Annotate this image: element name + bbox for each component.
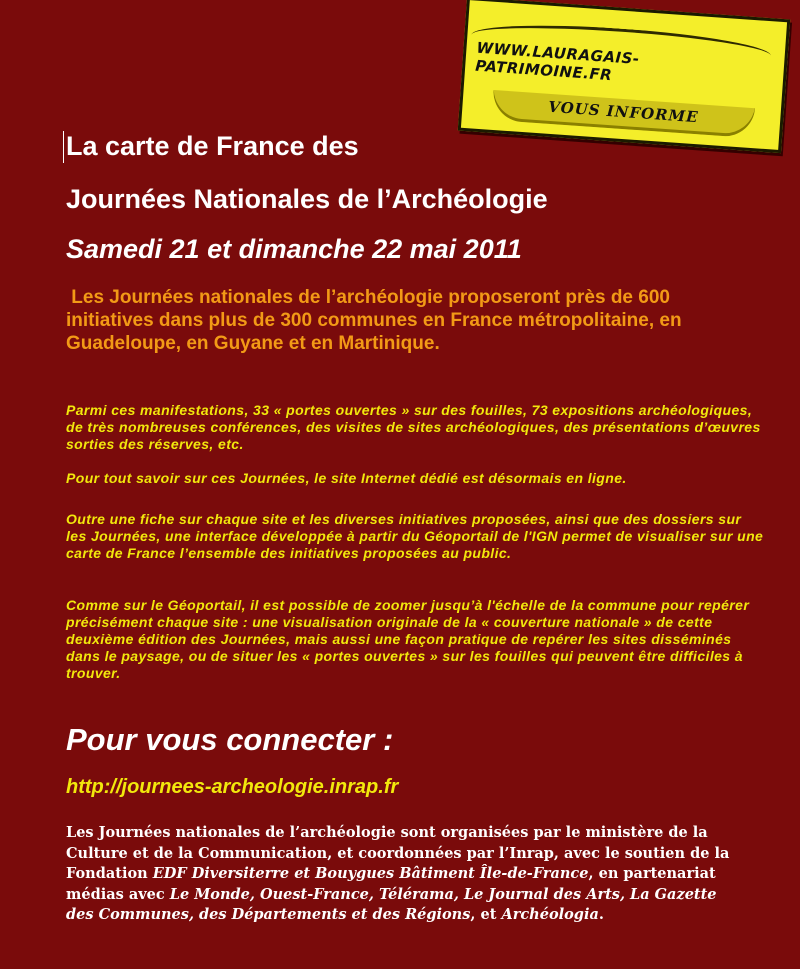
footer-text-2: , en partenariat médias avec	[66, 865, 716, 903]
footer-archeologia: Archéologia	[501, 906, 599, 923]
text-cursor	[63, 131, 64, 163]
connect-heading: Pour vous connecter :	[66, 722, 394, 757]
lead-text: Les Journées nationales de l’archéologie proposeront près de 600 initiatives dans plus de 300 communes en France métropolitaine, en Guadeloupe, en Guyane et en Martinique.	[66, 287, 682, 354]
footer-text-1: Les Journées nationales de l’archéologie sont organisées par le ministère de la Culture et de la Communication, et coordonnées par l’Inrap, avec le soutien de la Fondation	[66, 824, 730, 882]
lauragais-patrimoine-logo[interactable]	[458, 0, 791, 153]
footer-sponsor: EDF Diversiterre et Bouygues Bâtiment Île-de-France	[152, 865, 589, 882]
lead-paragraph	[66, 286, 756, 355]
logo-url: WWW.LAURAGAIS-PATRIMOINE.FR	[474, 38, 641, 85]
paragraph-site-online: Pour tout savoir sur ces Journées, le site Internet dédié est désormais en ligne.	[66, 470, 627, 486]
paragraph-geoportail: Comme sur le Géoportail, il est possible de zoomer jusqu’à l'échelle de la commune pour repérer précisément chaque site : une visualisation originale de la « couverture nationale » de cette deuxième édition des Journées, mais aussi une façon pratique de repérer les sites disséminés dans le paysage, ou de situer les « portes ouvertes » sur les fouilles qui peuvent être difficiles à trouver.	[66, 597, 750, 681]
website-link[interactable]: http://journees-archeologie.inrap.fr	[66, 776, 399, 798]
footer-text-4: .	[598, 906, 604, 923]
footer-text-3: , et	[470, 906, 502, 923]
paragraph-interface: Outre une fiche sur chaque site et les diverses initiatives proposées, ainsi que des dossiers sur les Journées, une interface développée à partir du Géoportail de l'IGN permet de visualiser sur une carte de France l’ensemble des initiatives proposées au public.	[66, 511, 764, 561]
footer-media-partners: Le Monde, Ouest-France, Télérama, Le Journal des Arts, La Gazette des Communes, des Départements et des Régions	[66, 885, 717, 923]
event-date: Samedi 21 et dimanche 22 mai 2011	[66, 234, 522, 264]
paragraph-manifestations: Parmi ces manifestations, 33 « portes ouvertes » sur des fouilles, 73 expositions archéologiques, de très nombreuses conférences, des visites de sites archéologiques, des présentations d’œuvres sorties des réserves, etc.	[66, 402, 761, 452]
title-line-2: Journées Nationales de l’Archéologie	[66, 184, 548, 214]
footer-credits	[66, 823, 746, 926]
logo-tagline: VOUS INFORME	[547, 97, 700, 127]
title-line-1: La carte de France des	[66, 131, 359, 161]
